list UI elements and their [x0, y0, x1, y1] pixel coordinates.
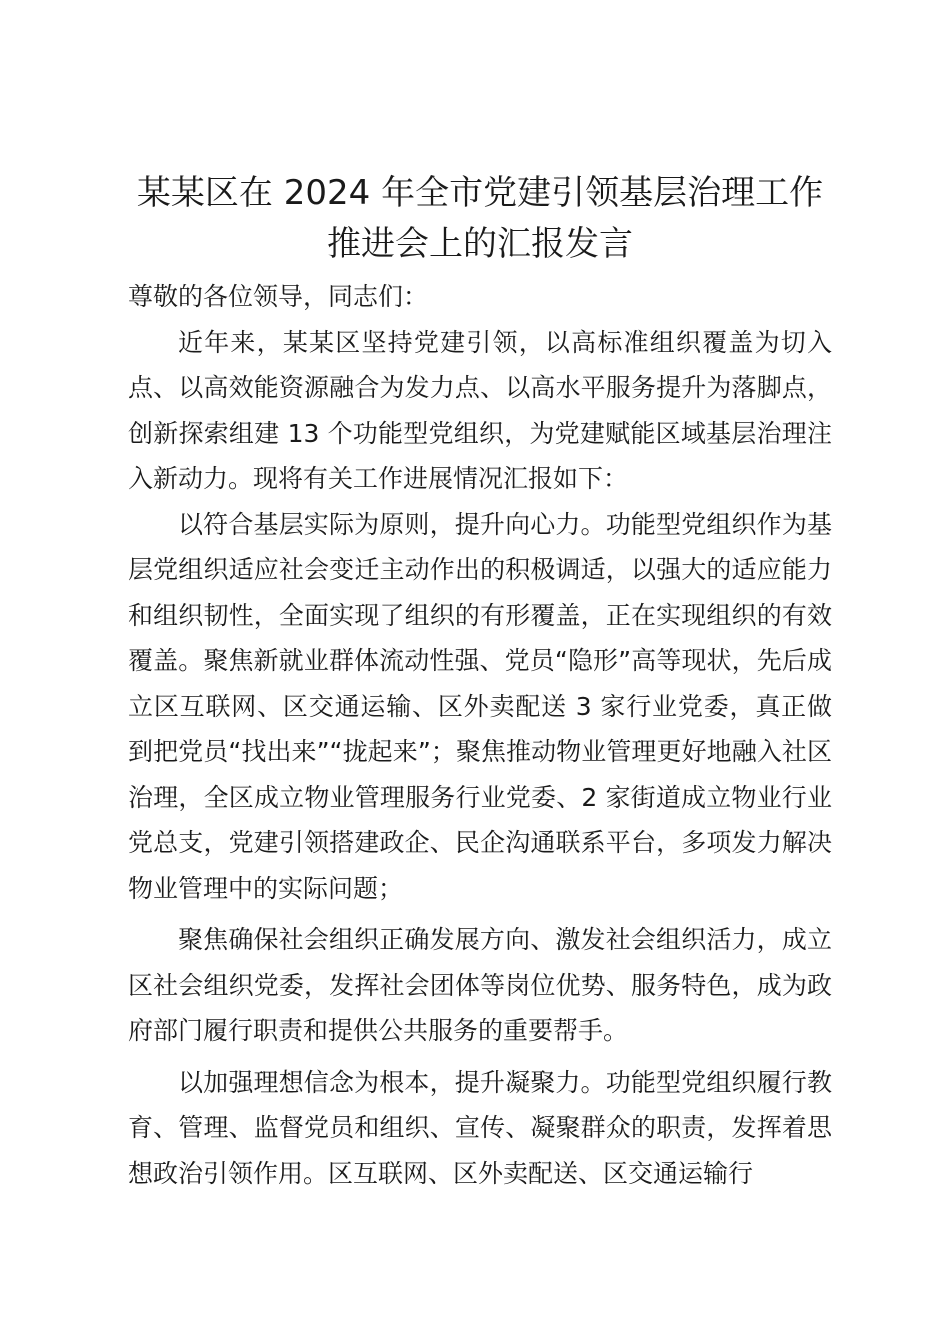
document-title — [128, 168, 832, 270]
paragraph-section-1: 以符合基层实际为原则，提升向心力。功能型党组织作为基层党组织适应社会变迁主动作出的积极调适，以强大的适应能力和组织韧性，全面实现了组织的有形覆盖，正在实现组织的有效覆盖。聚焦新就业群体流动性强、党员“隐形”高等现状，先后成立区互联网、区交通运输、区外卖配送 3 家行业党委，真正做到把党员“找出来”“拢起来”；聚焦推动物业管理更好地融入社区治理，全区成立物业管理服务行业党委、2 家街道成立物业行业党总支，党建引领搭建政企、民企沟通联系平台，多项发力解决物业管理中的实际问题； — [128, 509, 832, 903]
title-line-1: 某某区在 2024 年全市党建引领基层治理工作 — [136, 173, 824, 213]
title-line-2: 推进会上的汇报发言 — [327, 224, 633, 264]
paragraph-section-2: 以加强理想信念为根本，提升凝聚力。功能型党组织履行教育、管理、监督党员和组织、宣传、凝聚群众的职责，发挥着思想政治引领作用。区互联网、区外卖配送、区交通运输行 — [128, 1067, 832, 1188]
document-page — [128, 168, 832, 1196]
paragraph-intro: 近年来，某某区坚持党建引领，以高标准组织覆盖为切入点、以高效能资源融合为发力点、以高水平服务提升为落脚点，创新探索组建 13 个功能型党组织，为党建赋能区域基层治理注入新动力。现将有关工作进展情况汇报如下： — [128, 327, 832, 493]
salutation: 尊敬的各位领导，同志们： — [128, 282, 429, 311]
paragraph-social-org: 聚焦确保社会组织正确发展方向、激发社会组织活力，成立区社会组织党委，发挥社会团体等岗位优势、服务特色，成为政府部门履行职责和提供公共服务的重要帮手。 — [128, 925, 832, 1045]
